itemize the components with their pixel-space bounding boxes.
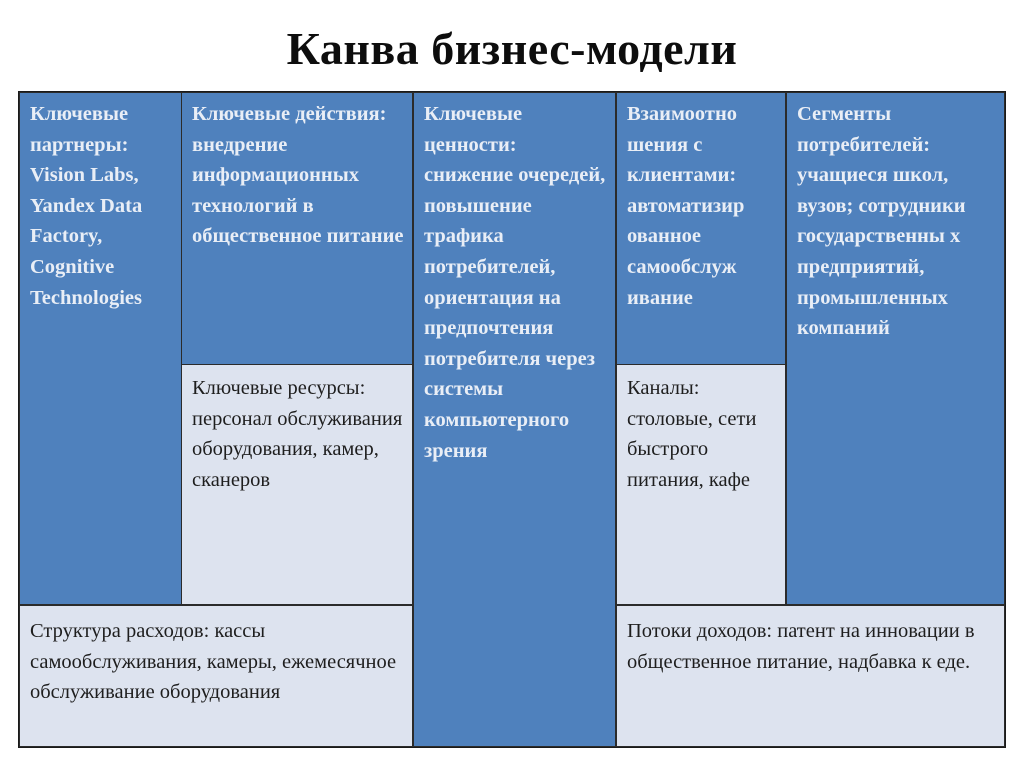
channels-text: столовые, сети быстрого питания, кафе bbox=[627, 407, 757, 491]
customer-relationships-text: автоматизир ованное самообслуж ивание bbox=[627, 194, 745, 309]
key-activities-heading: Ключевые действия: bbox=[192, 103, 387, 125]
cost-structure-block bbox=[19, 605, 413, 747]
key-partners-text: Vision Labs, Yandex Data Factory, Cognitive Technologies bbox=[30, 164, 143, 309]
key-resources-text: персонал обслуживания оборудования, камер, сканеров bbox=[192, 407, 403, 491]
customer-relationships-heading: Взаимоотно шения с клиентами: bbox=[627, 103, 738, 187]
key-resources-heading: Ключевые ресурсы: bbox=[192, 377, 366, 399]
customer-segments-block bbox=[786, 92, 1005, 605]
key-activities-text: внедрение информационных технологий в общественное питание bbox=[192, 133, 404, 248]
key-partners-heading: Ключевые партнеры: bbox=[30, 103, 129, 156]
page-title: Канва бизнес-модели bbox=[286, 23, 738, 74]
revenue-streams-heading: Потоки доходов: bbox=[627, 620, 778, 642]
revenue-streams-text: патент на инновации в общественное питание, надбавка к еде. bbox=[627, 620, 975, 673]
revenue-streams-block bbox=[616, 605, 1005, 747]
key-partners-block bbox=[19, 92, 182, 605]
customer-segments-heading: Сегменты потребителей: bbox=[797, 103, 931, 156]
value-propositions-block bbox=[413, 92, 616, 747]
channels-heading: Каналы: bbox=[627, 377, 700, 399]
cost-structure-heading: Структура расходов: bbox=[30, 620, 215, 642]
customer-segments-text: учащиеся школ, вузов; сотрудники государственны х предприятий, промышленных компаний bbox=[797, 164, 966, 340]
customer-relationships-block bbox=[616, 92, 786, 365]
key-resources-block bbox=[181, 364, 413, 605]
channels-block bbox=[616, 364, 786, 605]
value-propositions-text: снижение очередей, повышение трафика потребителей, ориентация на предпочтения потребителя через системы компьютерного зрения bbox=[424, 164, 606, 462]
cost-structure-text: кассы самообслуживания, камеры, ежемесячное обслуживание оборудования bbox=[30, 620, 397, 704]
key-activities-block bbox=[181, 92, 413, 365]
value-propositions-heading: Ключевые ценности: bbox=[424, 103, 523, 156]
business-model-canvas bbox=[18, 91, 1006, 748]
